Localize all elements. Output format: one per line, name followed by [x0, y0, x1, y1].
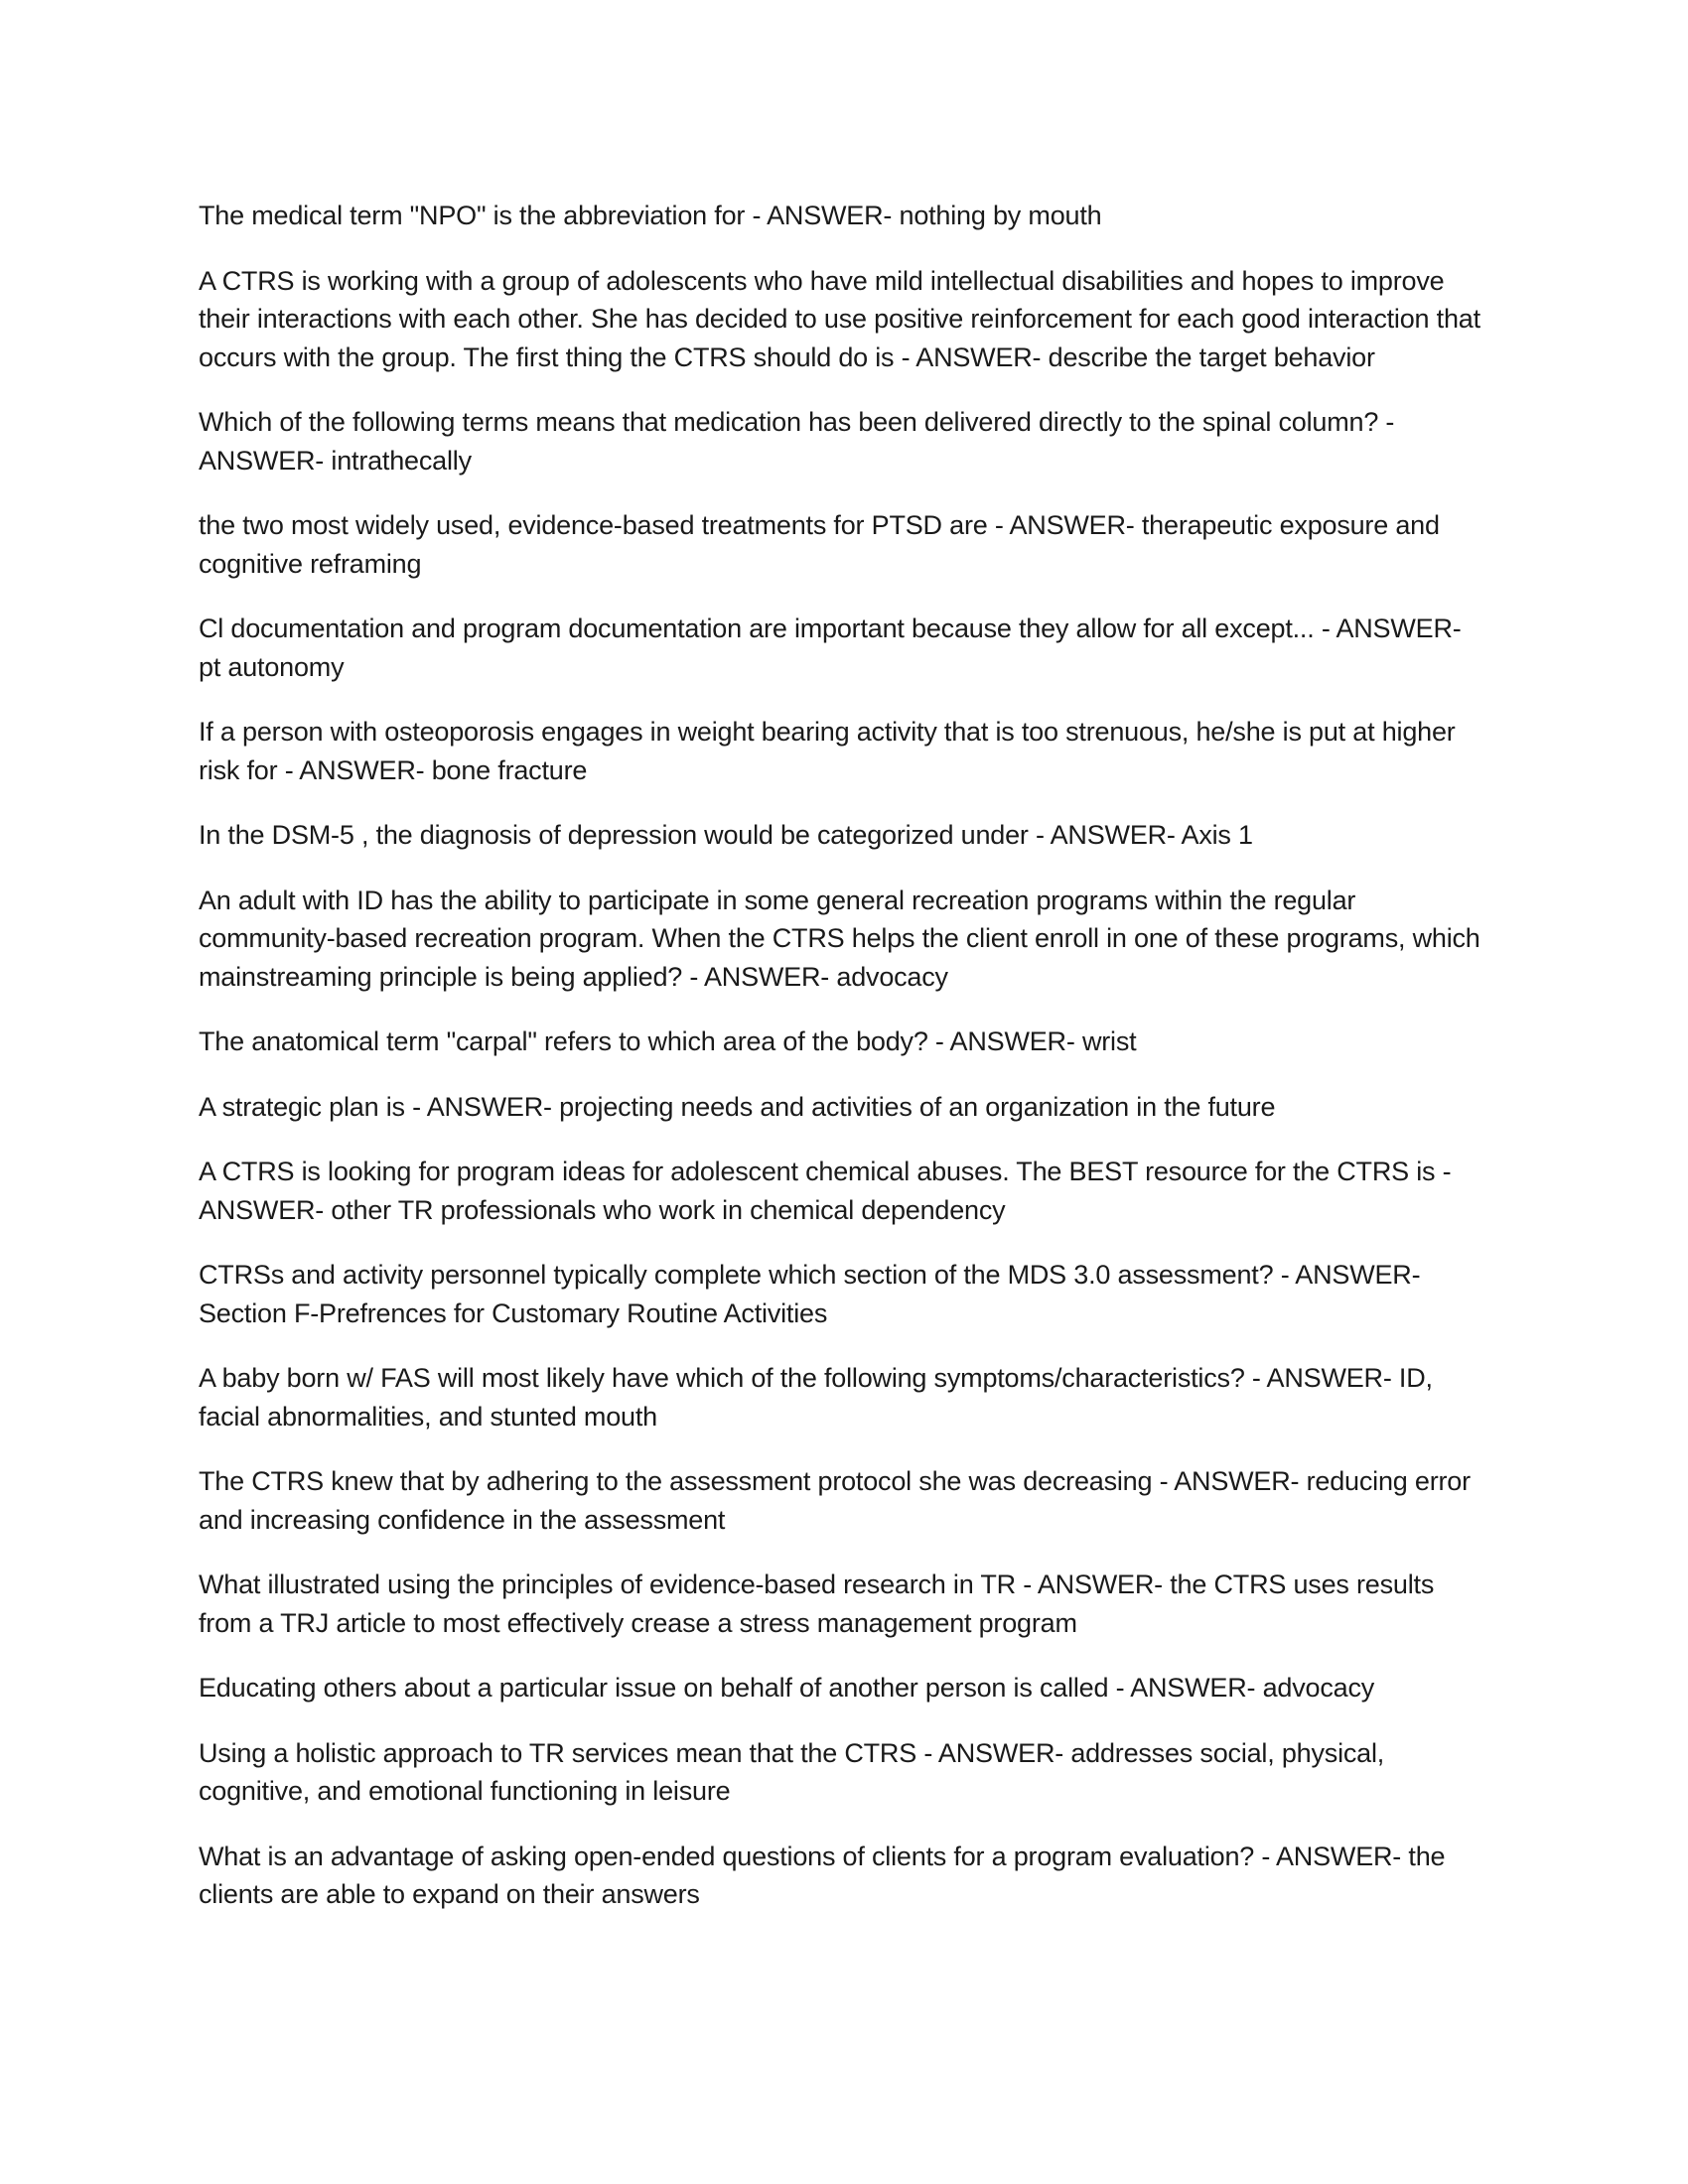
- qa-item: An adult with ID has the ability to participate in some general recreation programs within the regular community-based recreation program. When the CTRS helps the client enroll in one of these programs, which mainstreaming principle is being applied? - ANSWER- advocacy: [199, 885, 1480, 992]
- qa-item: A CTRS is looking for program ideas for adolescent chemical abuses. The BEST resource for the CTRS is - ANSWER- other TR professionals who work in chemical dependency: [199, 1157, 1452, 1225]
- qa-item: Using a holistic approach to TR services mean that the CTRS - ANSWER- addresses social, physical, cognitive, and emotional functioning in leisure: [199, 1737, 1385, 1806]
- qa-item: What is an advantage of asking open-ended questions of clients for a program evaluation? - ANSWER- the clients are able to expand on their answers: [199, 1841, 1446, 1909]
- qa-item: CTRSs and activity personnel typically complete which section of the MDS 3.0 assessment? - ANSWER- Section F-Prefrences for Customary Routine Activities: [199, 1260, 1421, 1328]
- qa-item: A baby born w/ FAS will most likely have which of the following symptoms/characteristics? - ANSWER- ID, facial abnormalities, and stunted mouth: [199, 1363, 1433, 1432]
- qa-item: A strategic plan is - ANSWER- projecting needs and activities of an organization in the future: [199, 1091, 1276, 1122]
- qa-item: A CTRS is working with a group of adolescents who have mild intellectual disabilities and hopes to improve their interactions with each other. She has decided to use positive reinforcement for each good interaction that occurs with the group. The first thing the CTRS should do is - ANSWER- describe the target behavior: [199, 265, 1480, 372]
- qa-item: In the DSM-5 , the diagnosis of depression would be categorized under - ANSWER- Axis 1: [199, 820, 1253, 850]
- document-body: [199, 197, 1489, 1941]
- qa-item: The medical term "NPO" is the abbreviation for - ANSWER- nothing by mouth: [199, 201, 1102, 230]
- qa-item: Which of the following terms means that medication has been delivered directly to the spinal column? - ANSWER- intrathecally: [199, 407, 1395, 476]
- qa-item: If a person with osteoporosis engages in weight bearing activity that is too strenuous, he/she is put at higher risk for - ANSWER- bone fracture: [199, 717, 1456, 785]
- qa-item: What illustrated using the principles of evidence-based research in TR - ANSWER- the CTRS uses results from a TRJ article to most effectively crease a stress management program: [199, 1570, 1435, 1638]
- qa-item: Cl documentation and program documentation are important because they allow for all except... - ANSWER- pt autonomy: [199, 614, 1462, 682]
- qa-item: The CTRS knew that by adhering to the assessment protocol she was decreasing - ANSWER- reducing error and increasing confidence in the assessment: [199, 1466, 1471, 1535]
- qa-item: Educating others about a particular issue on behalf of another person is called - ANSWER- advocacy: [199, 1673, 1375, 1703]
- qa-item: The anatomical term "carpal" refers to which area of the body? - ANSWER- wrist: [199, 1026, 1137, 1056]
- qa-item: the two most widely used, evidence-based treatments for PTSD are - ANSWER- therapeutic exposure and cognitive reframing: [199, 510, 1440, 579]
